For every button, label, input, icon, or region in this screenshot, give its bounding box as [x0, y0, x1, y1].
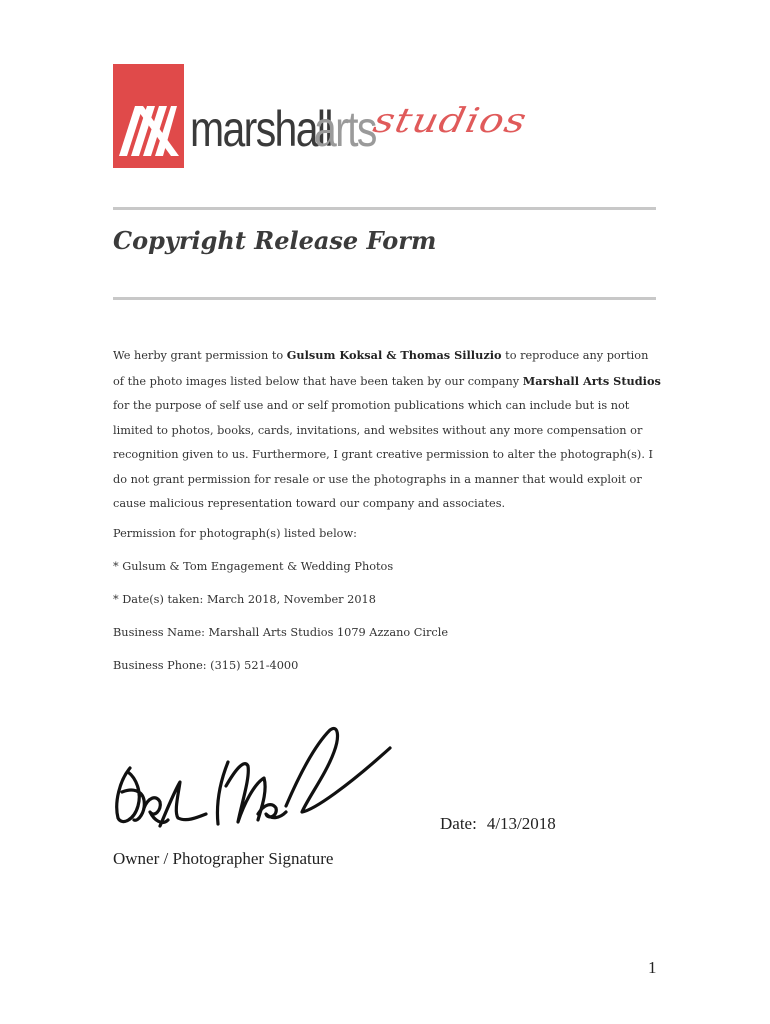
logo-wordmark-secondary: arts — [314, 101, 376, 157]
logo-wordmark — [190, 100, 376, 160]
logo-wordmark-primary: marshall — [190, 101, 332, 157]
release-paragraph — [113, 343, 661, 517]
logo-mark — [113, 64, 184, 168]
date-value: 4/13/2018 — [486, 814, 556, 833]
permission-heading: Permission for photograph(s) listed below: — [113, 527, 357, 540]
grantee-names: Gulsum Koksal & Thomas Silluzio — [286, 348, 502, 362]
business-phone: Business Phone: (315) 521-4000 — [113, 659, 299, 672]
paragraph-part-3: for the purpose of self use and or self promotion publications which can include but is not limited to photos, books, cards, invitations, and websites without any more compensation or recognition given to us. Furthermore, I grant creative permission to alter the photograph(s). I do not grant permission for resale or use the photographs in a manner that would exploit or cause malicious representation toward our company and associates. — [113, 399, 653, 510]
signature-date — [440, 814, 556, 834]
page-number: 1 — [648, 958, 657, 977]
title-divider-bottom — [113, 297, 656, 300]
logo-triangles-icon — [113, 64, 184, 168]
handwritten-signature — [108, 722, 398, 837]
signature-label: Owner / Photographer Signature — [113, 849, 334, 868]
paragraph-part-1: We herby grant permission to — [113, 349, 287, 362]
page-title: Copyright Release Form — [113, 226, 437, 255]
business-name: Business Name: Marshall Arts Studios 1079 Azzano Circle — [113, 626, 449, 639]
logo-wordmark-script: studios — [369, 101, 531, 141]
photo-list-item: * Gulsum & Tom Engagement & Wedding Photos — [113, 560, 394, 573]
company-name: Marshall Arts Studios — [522, 373, 661, 388]
title-divider-top — [113, 207, 656, 210]
paragraph-part-2: to reproduce any portion of the photo images listed below that have been taken by our company — [113, 349, 649, 388]
dates-list-item: * Date(s) taken: March 2018, November 2018 — [113, 593, 376, 606]
date-label: Date: — [440, 814, 477, 833]
